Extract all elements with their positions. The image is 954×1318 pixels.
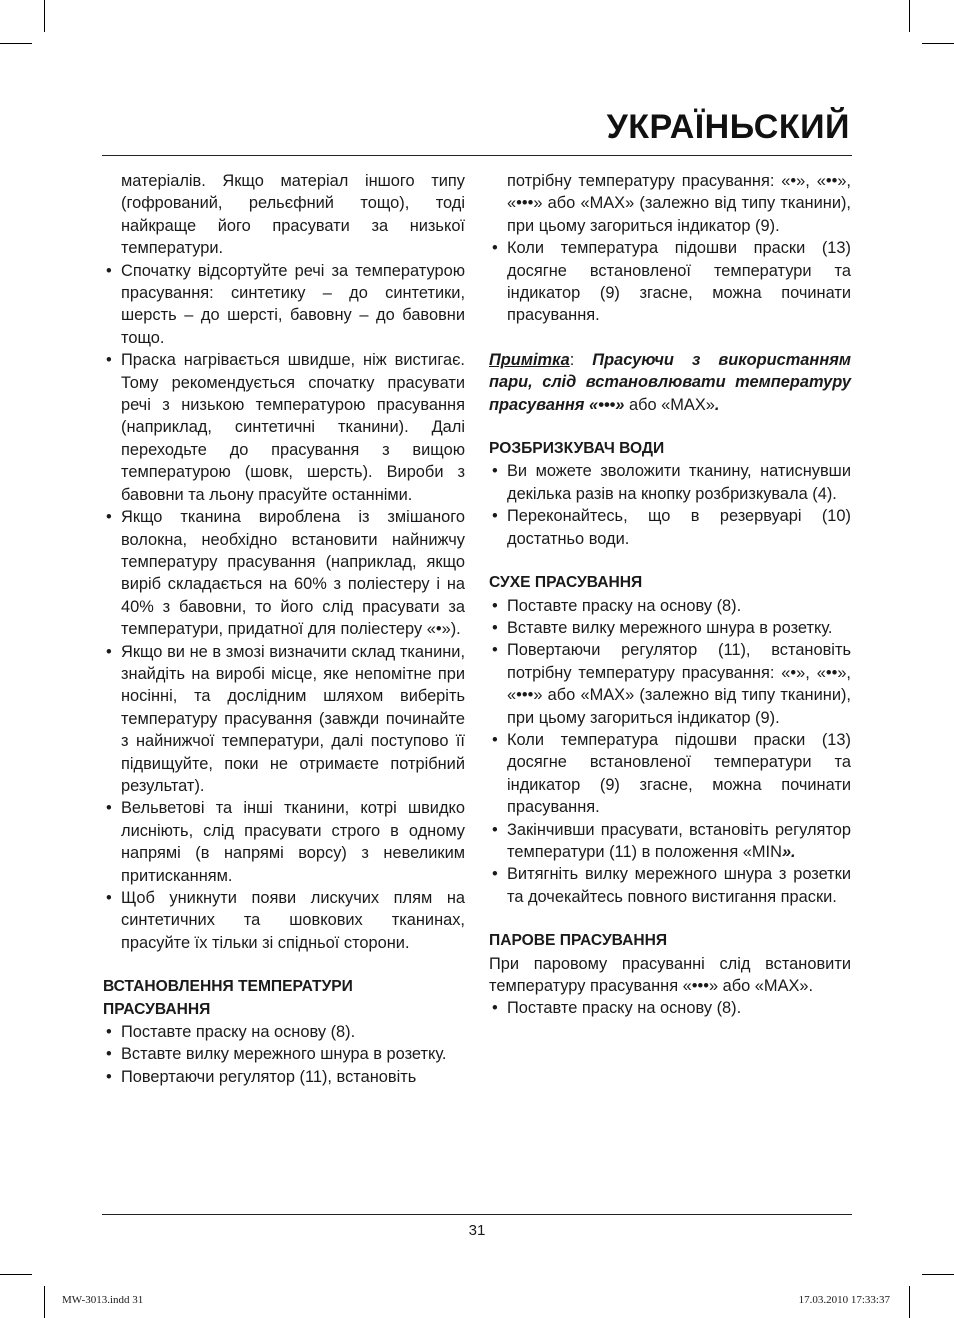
section-heading-steam: ПАРОВЕ ПРАСУВАННЯ	[489, 932, 668, 950]
page-number: 31	[468, 1222, 486, 1239]
crop-mark	[0, 43, 32, 44]
page-title: УКРАЇНЬСКИЙ	[606, 108, 850, 146]
crop-mark	[922, 1274, 954, 1275]
list-item: • Поставте праску на основу (8).	[492, 999, 742, 1018]
list-item: • Щоб уникнути появи лискучих плям на синтетичних та шовкових тканинах, прасуйте їх тільки зі спідньої сторони.	[106, 889, 465, 952]
list-item: • Повертаючи регулятор (11), встановіть	[106, 1067, 417, 1086]
footer-file: MW-3013.indd 31	[62, 1294, 144, 1306]
section-heading-spray: РОЗБРИЗКУВАЧ ВОДИ	[489, 440, 665, 458]
footer-timestamp: 17.03.2010 17:33:37	[798, 1294, 890, 1306]
list-item: • Поставте праску на основу (8).	[492, 596, 742, 615]
crop-mark	[909, 0, 910, 32]
section-heading-dry: СУХЕ ПРАСУВАННЯ	[489, 574, 643, 592]
crop-mark	[922, 43, 954, 44]
list-item: • Переконайтесь, що в резервуарі (10) достатньо води.	[492, 507, 851, 548]
list-item: • Вставте вилку мережного шнура в розетку.	[492, 618, 833, 637]
crop-mark	[44, 0, 45, 32]
list-item: • Спочатку відсортуйте речі за температурою прасування: синтетику – до синтетики, шерсть – до шерсті, бавовну – до бавовни тощо.	[106, 261, 465, 347]
note-paragraph: Примітка: Прасуючи з використанням пари, слід встановлювати температуру прасування «•••» або «MAX».	[489, 350, 851, 414]
list-item: • Коли температура підошви праски (13) досягне встановленої температури та індикатор (9) згасне, можна починати прасування.	[492, 730, 851, 817]
intro-paragraph: потрібну температуру прасування: «•», «••», «•••» або «MAX» (залежно від типу тканини), при цьому загориться індикатор (9).	[507, 172, 851, 235]
list-item: • Поставте праску на основу (8).	[106, 1023, 356, 1042]
crop-mark	[44, 1286, 45, 1318]
steam-intro: При паровому прасуванні слід встановити температуру прасування «•••» або «MAX».	[489, 954, 851, 995]
list-item: • Ви можете зволожити тканину, натиснувши декілька разів на кнопку розбризкувала (4).	[492, 462, 851, 503]
right-column	[489, 170, 851, 1020]
left-column	[103, 170, 465, 1088]
list-item: • Якщо тканина вироблена із змішаного волокна, необхідно встановити найнижчу температуру прасування (наприклад, якщо виріб складається на 60% з поліестеру і на 40% з бавовни, то його слід прасувати за температури, придатної для поліестеру «•»).	[106, 508, 465, 639]
header-rule	[102, 155, 852, 156]
crop-mark	[909, 1286, 910, 1318]
list-item: • Вставте вилку мережного шнура в розетку.	[106, 1045, 447, 1064]
list-item: • Закінчивши прасувати, встановіть регулятор температури (11) в положення «MIN».	[492, 820, 851, 861]
footer-rule	[102, 1214, 852, 1215]
list-item: • Коли температура підошви праски (13) досягне встановленої температури та індикатор (9) згасне, можна починати прасування.	[492, 239, 851, 325]
list-item: • Якщо ви не в змозі визначити склад тканини, знайдіть на виробі місце, яке непомітне при носінні, та дослідним шляхом виберіть температуру прасування (завжди починайте з найнижчої температури, далі поступово її підвищуйте, поки не отримаєте потрібний результат).	[106, 642, 465, 795]
section-heading-temperature: ВСТАНОВЛЕННЯ ТЕМПЕРАТУРИ ПРАСУВАННЯ	[103, 978, 353, 1018]
crop-mark	[0, 1274, 32, 1275]
list-item: • Праска нагрівається швидше, ніж вистигає. Тому рекомендується спочатку прасувати речі з низькою температурою прасування (наприклад, синтетичні тканини). Далі переходьте до прасування з вищою температурою (шовк, шерсть). Вироби з бавовни та льону прасуйте останніми.	[106, 351, 465, 504]
list-item: • Вельветові та інші тканини, котрі швидко лисніють, слід прасувати строго в одному напрямі (в напрямі ворсу) з невеликим притисканням.	[106, 799, 465, 885]
list-item: • Витягніть вилку мережного шнура з розетки та дочекайтесь повного вистигання праски.	[492, 865, 851, 906]
intro-paragraph: матеріалів. Якщо матеріал іншого типу (гофрований, рельєфний тощо), тоді найкраще його прасувати за низької температури.	[121, 172, 465, 258]
list-item: • Повертаючи регулятор (11), встановіть потрібну температуру прасування: «•», «••», «•••» або «MAX» (залежно від типу тканини), при цьому загориться індикатор (9).	[492, 641, 851, 727]
